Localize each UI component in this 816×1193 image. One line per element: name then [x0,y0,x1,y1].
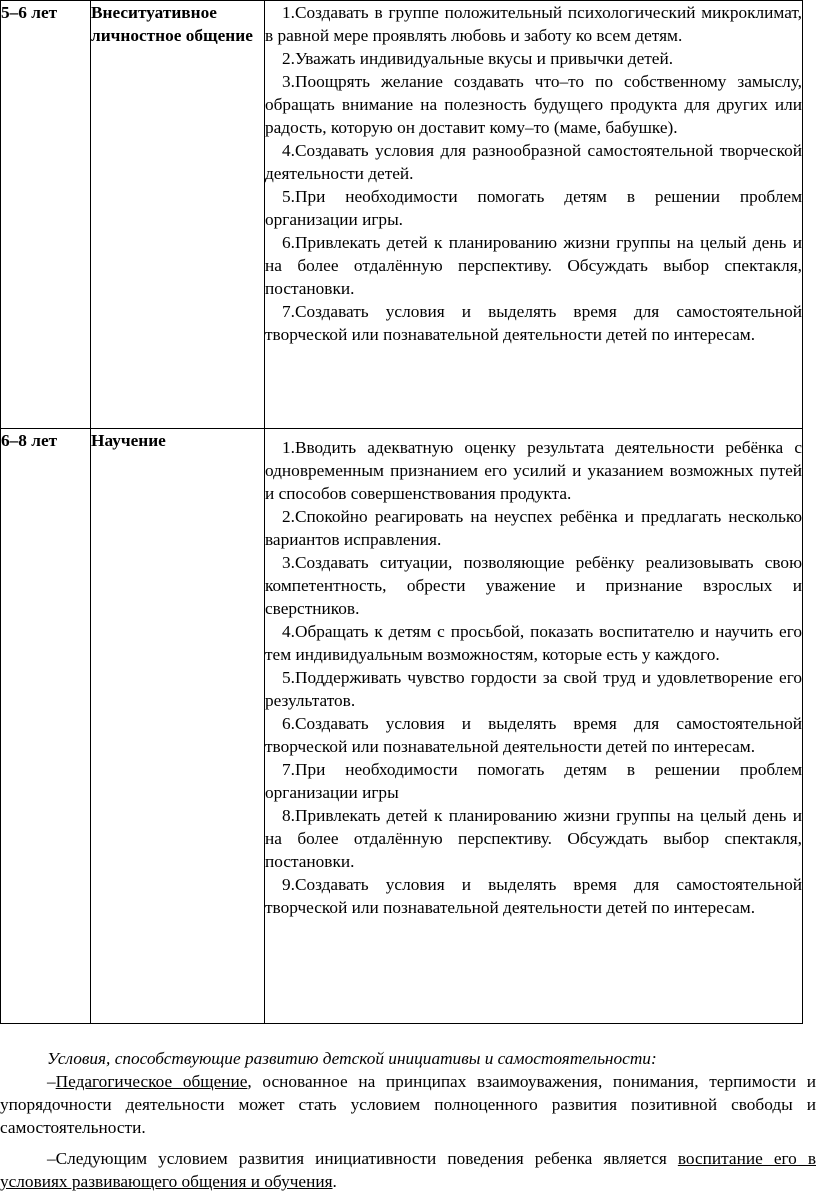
underlined-term: Педагогическое общение [55,1072,248,1091]
dash: – [47,1072,56,1091]
list-item: 6.Создавать условия и выделять время для самостоятельной творческой или познавательной деятельности детей по интересам. [265,714,802,756]
table-row [1,1,803,429]
education-condition-paragraph [0,1147,816,1193]
list-item: 1.Создавать в группе положительный психологический микроклимат, в равной мере проявлять любовь и заботу ко всем детям. [265,3,802,45]
list-item: 1.Вводить адекватную оценку результата деятельности ребёнка с одновременным признанием его усилий и указанием возможных путей и способов совершенствования продукта. [265,438,802,503]
paragraph-text: –Следующим условием развития инициативности поведения ребенка является [47,1149,678,1168]
list-item: 7.При необходимости помогать детям в решении проблем организации игры [265,760,802,802]
list-item: 9.Создавать условия и выделять время для самостоятельной творческой или познавательной деятельности детей по интересам. [265,875,802,917]
recommendations-cell [265,429,803,1024]
list-item: 2.Спокойно реагировать на неуспех ребёнка и предлагать несколько вариантов исправления. [265,507,802,549]
age-cell: 6–8 лет [1,429,91,1024]
communication-type-cell: Внеситуативное личностное общение [91,1,265,429]
list-item: 8.Привлекать детей к планированию жизни группы на целый день и на более отдалённую перспективу. Обсуждать выбор спектакля, постановки. [265,806,802,871]
list-item: 4.Обращать к детям с просьбой, показать воспитателю и научить его тем индивидуальным возможностям, которые есть у каждого. [265,622,802,664]
table-row [1,429,803,1024]
list-item: 3.Создавать ситуации, позволяющие ребёнку реализовывать свою компетентность, обрести уважение и признание взрослых и сверстников. [265,553,802,618]
recommendations-cell [265,1,803,429]
list-item: 5.При необходимости помогать детям в решении проблем организации игры. [265,187,802,229]
list-item: 3.Поощрять желание создавать что–то по собственному замыслу, обращать внимание на полезность будущего продукта для других или радость, которую он доставит кому–то (маме, бабушке). [265,72,802,137]
list-item: 4.Создавать условия для разнообразной самостоятельной творческой деятельности детей. [265,141,802,183]
age-cell: 5–6 лет [1,1,91,429]
period: . [332,1172,337,1191]
list-item: 6.Привлекать детей к планированию жизни группы на целый день и на более отдалённую перспективу. Обсуждать выбор спектакля, постановки. [265,233,802,298]
list-item: 7.Создавать условия и выделять время для самостоятельной творческой или познавательной деятельности детей по интересам. [265,302,802,344]
conditions-section [0,1047,816,1193]
pedagogical-communication-paragraph [0,1070,816,1139]
paragraph-text: , основанное на принципах взаимоуважения, понимания, терпимости и упорядочности деятельности может стать условием полноценного развития позитивной свободы и самостоятельности. [0,1072,816,1137]
underlined-term: воспитание его в условиях развивающего общения и обучения [0,1149,816,1191]
conditions-heading: Условия, способствующие развитию детской инициативы и самостоятельности: [47,1049,657,1068]
list-item: 2.Уважать индивидуальные вкусы и привычки детей. [282,49,674,68]
communication-type-cell: Научение [91,429,265,1024]
list-item: 5.Поддерживать чувство гордости за свой труд и удовлетворение его результатов. [265,668,802,710]
